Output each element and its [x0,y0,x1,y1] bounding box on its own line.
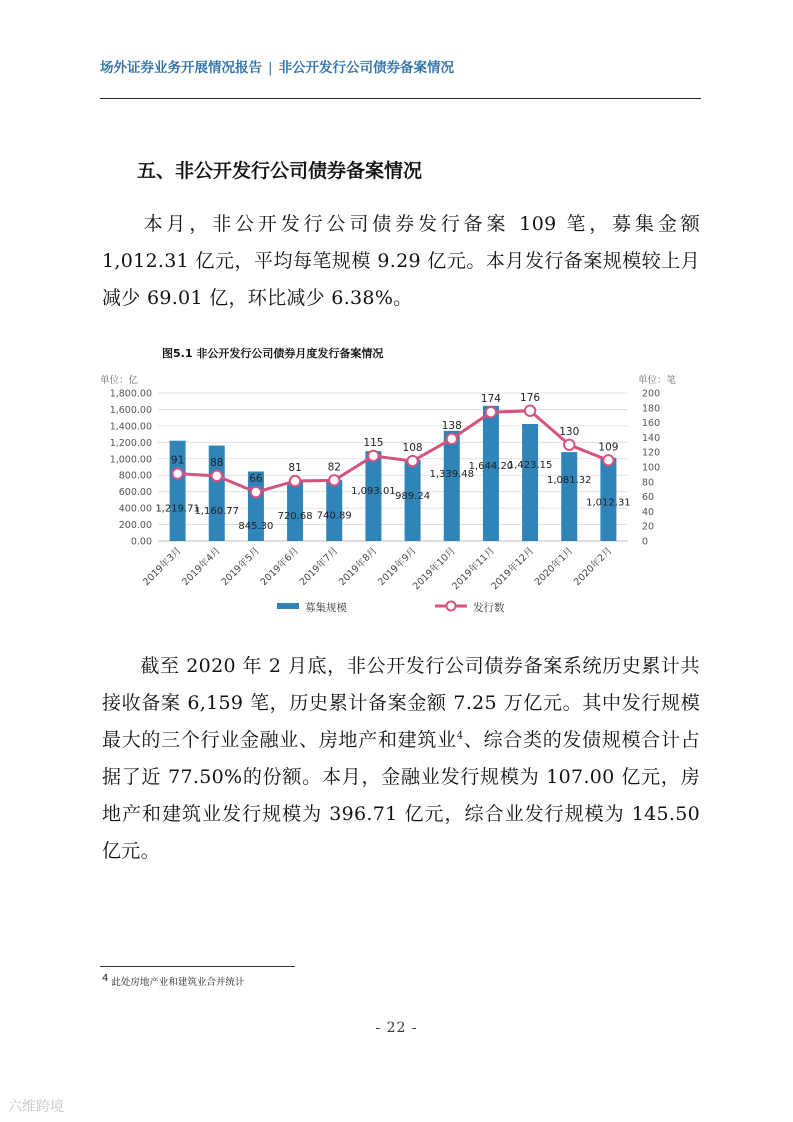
category-label: 2020年2月 [571,545,615,588]
right-axis-tick-label: 120 [642,447,661,459]
bar-value-label: 1,160.77 [194,505,240,517]
running-header [100,56,700,76]
line-point-2 [212,471,222,481]
line-point-8 [447,434,457,444]
section-title: 五、非公开发行公司债券备案情况 [137,160,423,182]
paragraph-2-text-a: 截至 2020 年 2 月底，非公开发行公司债券备案系统历史累计共接收备案 6,159 笔，历史累计备案金额 7.25 万亿元。其中发行规模最大的三个行业金融业、房地产和建筑业 [102,655,700,751]
bar-8 [444,431,460,541]
line-point-3 [251,487,261,497]
category-label: 2019年10月 [411,545,458,593]
right-axis-tick-label: 40 [642,506,655,518]
bar-value-label: 845.30 [238,521,274,532]
line-value-label: 82 [327,461,341,474]
paragraph-2-text-b: 、综合类的发债规模合计占据了近 77.50%的份额。本月，金融业发行规模为 107.00 亿元，房地产和建筑业发行规模为 396.71 亿元，综合业发行规模为 145.50 亿元。 [102,729,700,862]
bar-value-label: 1,219.71 [155,503,200,515]
paragraph-1 [102,206,700,317]
category-label: 2019年6月 [258,545,302,588]
footnote-rule [100,966,295,967]
category-label: 2019年4月 [180,545,223,588]
right-axis-unit: 单位：笔 [638,375,677,386]
legend-swatch-bar [277,603,299,609]
line-value-label: 66 [249,473,263,486]
line-point-4 [290,476,300,486]
right-axis-tick-label: 80 [642,477,655,489]
category-label: 2019年8月 [336,545,380,588]
issuance-count-line [178,411,609,492]
line-value-label: 81 [288,462,302,475]
right-axis-tick-label: 0 [642,536,649,548]
category-label: 2019年11月 [450,545,498,593]
left-axis-tick-label: 1,000.00 [109,454,152,466]
bar-11 [561,452,577,541]
line-point-10 [525,406,535,416]
line-point-7 [407,456,417,466]
header-section-title: 非公开发行公司债券备案情况 [278,60,455,76]
category-label: 2019年9月 [376,545,419,588]
line-value-label: 108 [402,442,423,455]
line-value-label: 88 [210,456,224,469]
legend-label-bar: 募集规模 [305,602,347,614]
line-point-11 [564,440,574,450]
footnote [102,974,244,988]
bar-value-label: 720.68 [277,511,313,523]
right-axis-tick-label: 140 [642,432,661,444]
left-axis-tick-label: 1,600.00 [109,404,152,416]
bar-value-label: 1,423.15 [507,459,553,471]
left-axis-tick-label: 1,200.00 [109,437,152,449]
right-axis-tick-label: 20 [642,521,655,533]
bar-value-label: 1,644.20 [468,461,514,473]
paragraph-1-text: 本月，非公开发行公司债券发行备案 109 笔，募集金额 1,012.31 亿元，平均每笔规模 9.29 亿元。本月发行备案规模较上月减少 69.01 亿，环比减少 6.38%。 [102,213,700,309]
header-report-title: 场外证券业务开展情况报告 [100,60,262,76]
line-value-label: 176 [520,391,541,404]
line-point-12 [603,455,613,465]
left-axis-unit: 单位：亿 [100,375,139,386]
right-axis-tick-label: 100 [642,462,661,474]
left-axis-tick-label: 0.00 [130,536,152,548]
paragraph-2 [102,648,700,870]
header-rule [100,98,701,99]
bar-value-label: 1,081.32 [546,474,592,486]
watermark-logo: 六维跨境 [8,1099,64,1115]
legend-swatch-marker [447,602,456,611]
line-point-5 [329,475,339,485]
bar-10 [522,424,538,541]
right-axis-tick-label: 160 [642,418,661,430]
legend-label-line: 发行数 [473,602,505,614]
figure-caption: 图5.1 非公开发行公司债券月度发行备案情况 [162,347,384,360]
bar-value-label: 989.24 [395,491,431,503]
right-axis-tick-label: 180 [642,403,661,415]
bar-value-label: 740.89 [316,510,352,522]
right-axis-tick-label: 200 [642,388,661,400]
category-label: 2020年1月 [532,545,576,588]
line-value-label: 138 [441,419,462,432]
line-value-label: 174 [480,393,501,406]
line-point-6 [368,451,378,461]
category-label: 2019年3月 [141,545,184,588]
line-point-1 [172,468,182,478]
bar-value-label: 1,339.48 [429,468,475,480]
line-value-label: 130 [559,425,580,438]
line-value-label: 109 [598,441,619,454]
bar-value-label: 1,012.31 [586,497,631,509]
left-axis-tick-label: 1,400.00 [109,421,152,433]
category-label: 2019年12月 [489,545,537,593]
left-axis-tick-label: 600.00 [118,487,152,499]
line-value-label: 115 [363,436,384,449]
left-axis-tick-label: 200.00 [118,520,152,532]
footnote-reference[interactable]: 4 [456,730,464,742]
right-axis-tick-label: 60 [642,492,655,504]
bar-9 [483,406,499,541]
category-label: 2019年7月 [297,545,341,588]
monthly-filing-chart [95,363,695,625]
line-point-9 [486,407,496,417]
line-value-label: 91 [170,454,185,467]
footnote-text: 此处房地产业和建筑业合并统计 [111,977,245,988]
footnote-marker: 4 [102,972,109,984]
left-axis-tick-label: 800.00 [118,470,152,482]
left-axis-tick-label: 1,800.00 [109,388,152,400]
bar-value-label: 1,093.01 [351,485,396,497]
header-separator: | [268,60,273,76]
category-label: 2019年5月 [219,545,263,588]
left-axis-tick-label: 400.00 [118,503,152,515]
page-number: - 22 - [375,1020,418,1036]
